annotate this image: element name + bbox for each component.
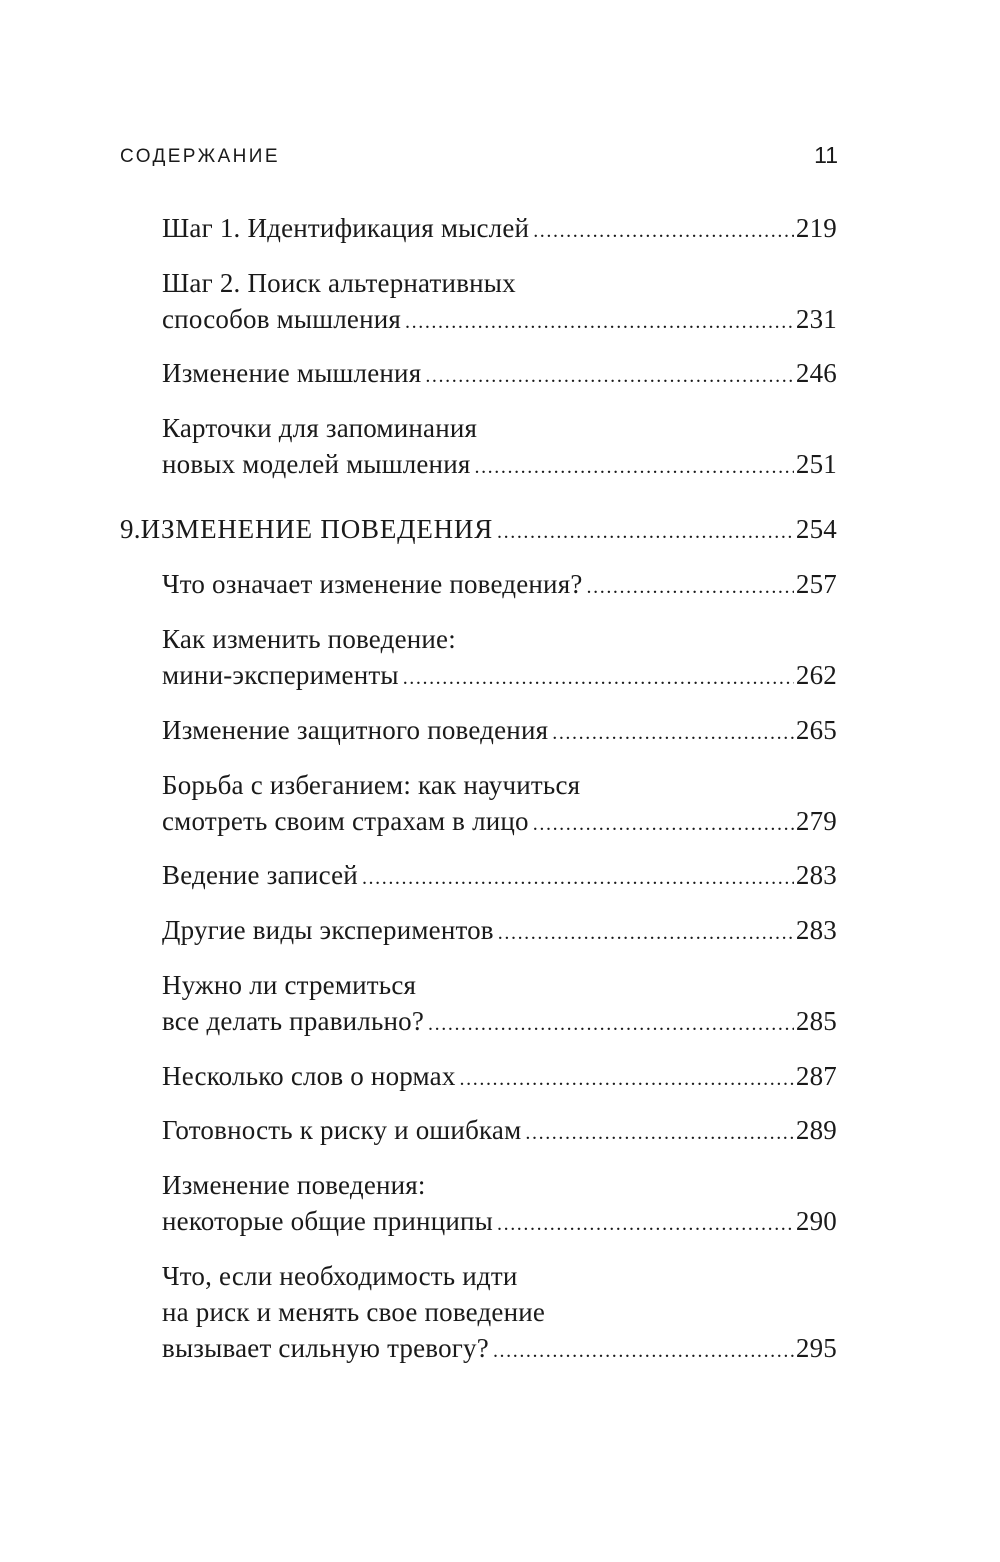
dot-leader — [474, 449, 793, 485]
toc-entry-title: смотреть своим страхам в лицо — [162, 806, 529, 836]
toc-entry-title: некоторые общие принципы — [162, 1206, 493, 1236]
toc-entry-title: мини-эксперименты — [162, 660, 399, 690]
toc-entry — [162, 1112, 837, 1151]
dot-leader — [552, 715, 794, 751]
toc-entry-title: Борьба с избеганием: как научиться — [162, 770, 581, 800]
toc-entry-title: все делать правильно? — [162, 1006, 425, 1036]
dot-leader — [428, 1006, 794, 1042]
toc-entry-title: Как изменить поведение: — [162, 624, 456, 654]
toc-entry-title: Изменение мышления — [162, 358, 422, 388]
toc-entry-title: Нужно ли стремиться — [162, 970, 417, 1000]
toc-entry-page: 257 — [795, 569, 837, 599]
dot-leader — [403, 660, 794, 696]
toc-entry — [162, 355, 837, 394]
toc-entry — [162, 767, 837, 842]
toc-entry — [162, 912, 837, 951]
toc-entry-page: 279 — [795, 806, 837, 836]
toc-entry-title: на риск и менять свое поведение — [162, 1297, 546, 1327]
toc-entry-title: Что, если необходимость идти — [162, 1261, 518, 1291]
dot-leader — [493, 1333, 794, 1369]
toc-entry-page: 295 — [795, 1333, 837, 1363]
toc-entry-title: Карточки для запоминания — [162, 413, 478, 443]
toc-entry — [162, 1258, 837, 1369]
page-number: 11 — [814, 142, 838, 168]
dot-leader — [497, 514, 794, 550]
toc-entry-title: Шаг 2. Поиск альтернативных — [162, 268, 516, 298]
dot-leader — [497, 1206, 794, 1242]
dot-leader — [533, 806, 794, 842]
toc-entry-page: 285 — [795, 1006, 837, 1036]
running-title: СОДЕРЖАНИЕ — [120, 146, 280, 167]
toc-entry-page: 251 — [795, 449, 837, 479]
chapter-title: ИЗМЕНЕНИЕ ПОВЕДЕНИЯ — [140, 514, 494, 544]
toc-entry-page: 231 — [795, 304, 837, 334]
running-header — [120, 140, 838, 174]
toc-entry — [162, 1167, 837, 1242]
toc-entry-title: способов мышления — [162, 304, 402, 334]
toc-entry-title: Несколько слов о нормах — [162, 1061, 456, 1091]
dot-leader — [405, 304, 794, 340]
toc-entry — [162, 967, 837, 1042]
toc-entry — [162, 857, 837, 896]
toc-entry-page: 246 — [795, 358, 837, 388]
toc-entry-page: 290 — [795, 1206, 837, 1236]
toc-entry-title: Изменение поведения: — [162, 1170, 426, 1200]
toc-entry-page: 289 — [795, 1115, 837, 1145]
toc-entry-title: Готовность к риску и ошибкам — [162, 1115, 522, 1145]
dot-leader — [587, 569, 794, 605]
toc-entry-title: Ведение записей — [162, 860, 358, 890]
dot-leader — [425, 358, 794, 394]
toc-entry-page: 262 — [795, 660, 837, 690]
dot-leader — [525, 1115, 794, 1151]
toc-entry — [162, 566, 837, 605]
toc-entry — [162, 712, 837, 751]
toc-entry — [162, 410, 837, 485]
toc-entry-page: 219 — [795, 213, 837, 243]
dot-leader — [460, 1061, 794, 1097]
toc-entry-page: 265 — [795, 715, 837, 745]
toc-entry-page: 283 — [795, 860, 837, 890]
chapter-number: 9. — [120, 514, 141, 544]
toc-entry-title: Что означает изменение поведения? — [162, 569, 583, 599]
toc-entry-page: 254 — [795, 514, 837, 544]
toc-entry-page: 287 — [795, 1061, 837, 1091]
toc-entry — [162, 621, 837, 696]
dot-leader — [362, 860, 794, 896]
toc-chapter — [120, 511, 837, 550]
toc-entry — [162, 210, 837, 249]
dot-leader — [533, 213, 794, 249]
toc-entry-title: новых моделей мышления — [162, 449, 471, 479]
toc-entry — [162, 1058, 837, 1097]
toc-entry-title: вызывает сильную тревогу? — [162, 1333, 489, 1363]
toc-entry-title: Шаг 1. Идентификация мыслей — [162, 213, 530, 243]
toc-entry — [162, 265, 837, 340]
toc-entry-title: Изменение защитного поведения — [162, 715, 549, 745]
toc-entry-title: Другие виды экспериментов — [162, 915, 494, 945]
dot-leader — [498, 915, 794, 951]
toc-entry-page: 283 — [795, 915, 837, 945]
